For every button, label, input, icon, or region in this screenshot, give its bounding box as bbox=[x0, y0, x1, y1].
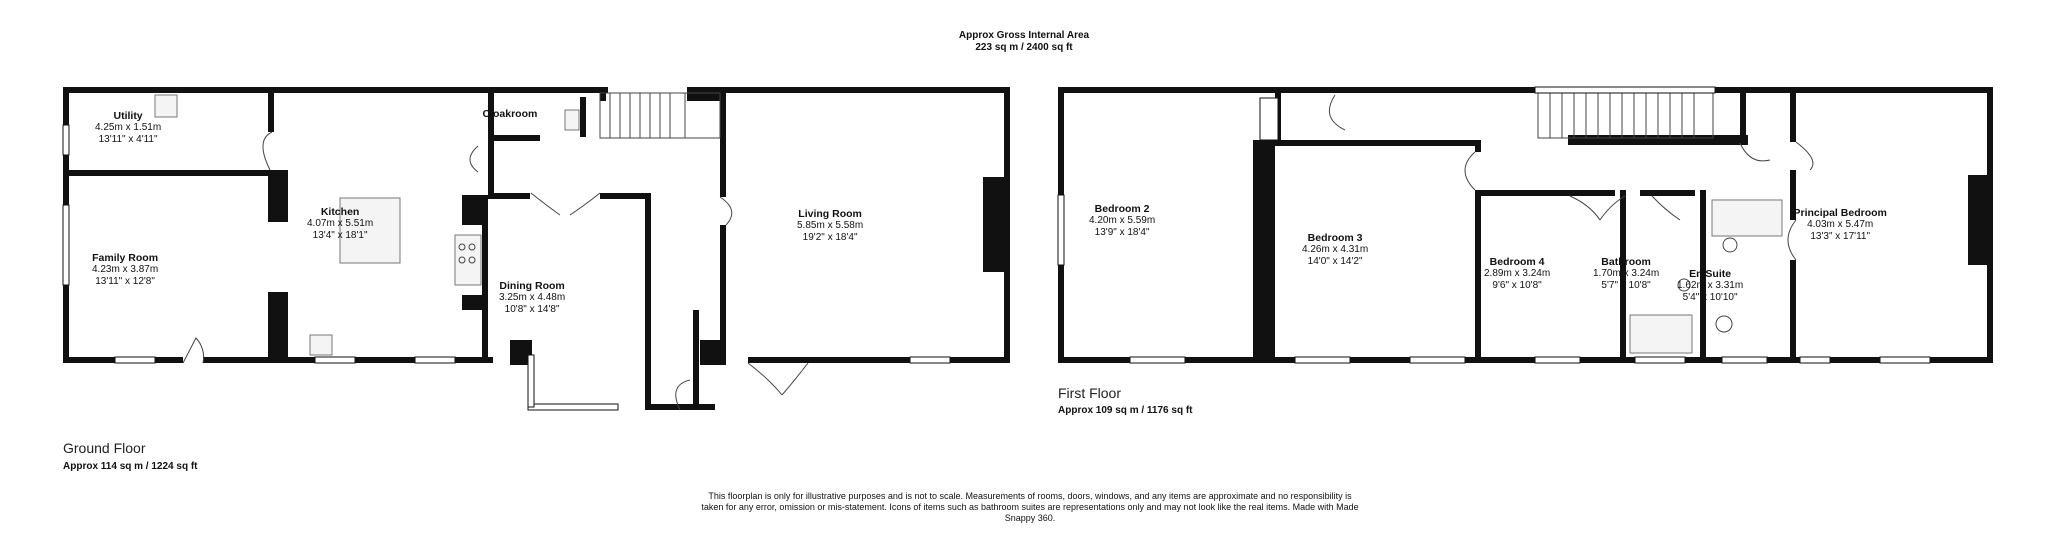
room-principal-bedroom bbox=[1794, 207, 1887, 243]
header-title: Approx Gross Internal Area bbox=[958, 30, 1090, 41]
room-imperial: 5'7" x 10'8" bbox=[1601, 280, 1651, 291]
room-metric: 4.25m x 1.51m bbox=[95, 122, 162, 133]
room-name: Kitchen bbox=[320, 206, 360, 218]
room-imperial: 14'0" x 14'2" bbox=[1307, 256, 1363, 267]
room-name: Bathroom bbox=[1601, 256, 1651, 268]
room-dining-room bbox=[499, 280, 565, 316]
room-name: Bedroom 3 bbox=[1307, 232, 1363, 244]
room-imperial: 10'8" x 14'8" bbox=[504, 304, 560, 315]
room-utility bbox=[95, 110, 161, 146]
header-area: 223 sq m / 2400 sq ft bbox=[975, 42, 1073, 53]
room-metric: 4.23m x 3.87m bbox=[92, 264, 159, 275]
room-bathroom bbox=[1593, 256, 1659, 292]
room-metric: 4.20m x 5.59m bbox=[1089, 215, 1156, 226]
room-imperial: 19'2" x 18'4" bbox=[802, 232, 858, 243]
room-metric: 1.70m x 3.24m bbox=[1593, 268, 1660, 279]
room-metric: 5.85m x 5.58m bbox=[797, 220, 864, 231]
room-bedroom-4 bbox=[1484, 256, 1550, 292]
room-name: En Suite bbox=[1689, 268, 1732, 280]
disclaimer-text: This floorplan is only for illustrative purposes and is not to scale. Measurements of rooms, doors, windows, and any items are approximate and no responsibility is taken for any error, omission or mis-statement. Icons of items such as bathroom suites are representations only and may not look like the real items. Made with Made Snappy 360. bbox=[701, 491, 1359, 523]
first-floor-area: Approx 109 sq m / 1176 sq ft bbox=[1058, 405, 1193, 416]
room-name: Bedroom 4 bbox=[1489, 256, 1545, 268]
first-floor-title: First Floor bbox=[1058, 385, 1121, 401]
room-name: Bedroom 2 bbox=[1094, 203, 1150, 215]
room-imperial: 9'6" x 10'8" bbox=[1492, 280, 1542, 291]
room-name: Cloakroom bbox=[482, 108, 538, 120]
room-cloakroom bbox=[483, 108, 538, 120]
ground-floor-plan bbox=[63, 87, 1010, 410]
room-metric: 4.26m x 4.31m bbox=[1302, 244, 1369, 255]
room-metric: 3.25m x 4.48m bbox=[499, 292, 566, 303]
room-bedroom-3 bbox=[1302, 232, 1368, 268]
room-living-room bbox=[797, 208, 863, 244]
room-imperial: 13'11" x 12'8" bbox=[95, 276, 155, 287]
room-imperial: 13'4" x 18'1" bbox=[312, 230, 368, 241]
ground-floor-title: Ground Floor bbox=[63, 440, 146, 456]
room-en-suite bbox=[1677, 268, 1743, 304]
ground-floor-area: Approx 114 sq m / 1224 sq ft bbox=[63, 461, 198, 472]
room-name: Utility bbox=[113, 110, 143, 122]
room-name: Principal Bedroom bbox=[1793, 207, 1887, 219]
first-floor-stairs bbox=[1538, 90, 1713, 138]
room-bedroom-2 bbox=[1089, 203, 1155, 239]
room-metric: 4.07m x 5.51m bbox=[307, 218, 374, 229]
room-name: Living Room bbox=[798, 208, 862, 220]
room-family-room bbox=[92, 252, 158, 288]
room-name: Family Room bbox=[92, 252, 159, 264]
room-imperial: 5'4" x 10'10" bbox=[1682, 292, 1738, 303]
room-imperial: 13'11" x 4'11" bbox=[98, 134, 158, 145]
room-metric: 4.03m x 5.47m bbox=[1807, 219, 1874, 230]
room-metric: 1.62m x 3.31m bbox=[1677, 280, 1744, 291]
room-imperial: 13'3" x 17'11" bbox=[1810, 231, 1871, 242]
room-metric: 2.89m x 3.24m bbox=[1484, 268, 1551, 279]
room-name: Dining Room bbox=[499, 280, 565, 292]
room-kitchen bbox=[307, 206, 373, 242]
room-imperial: 13'9" x 18'4" bbox=[1094, 227, 1150, 238]
